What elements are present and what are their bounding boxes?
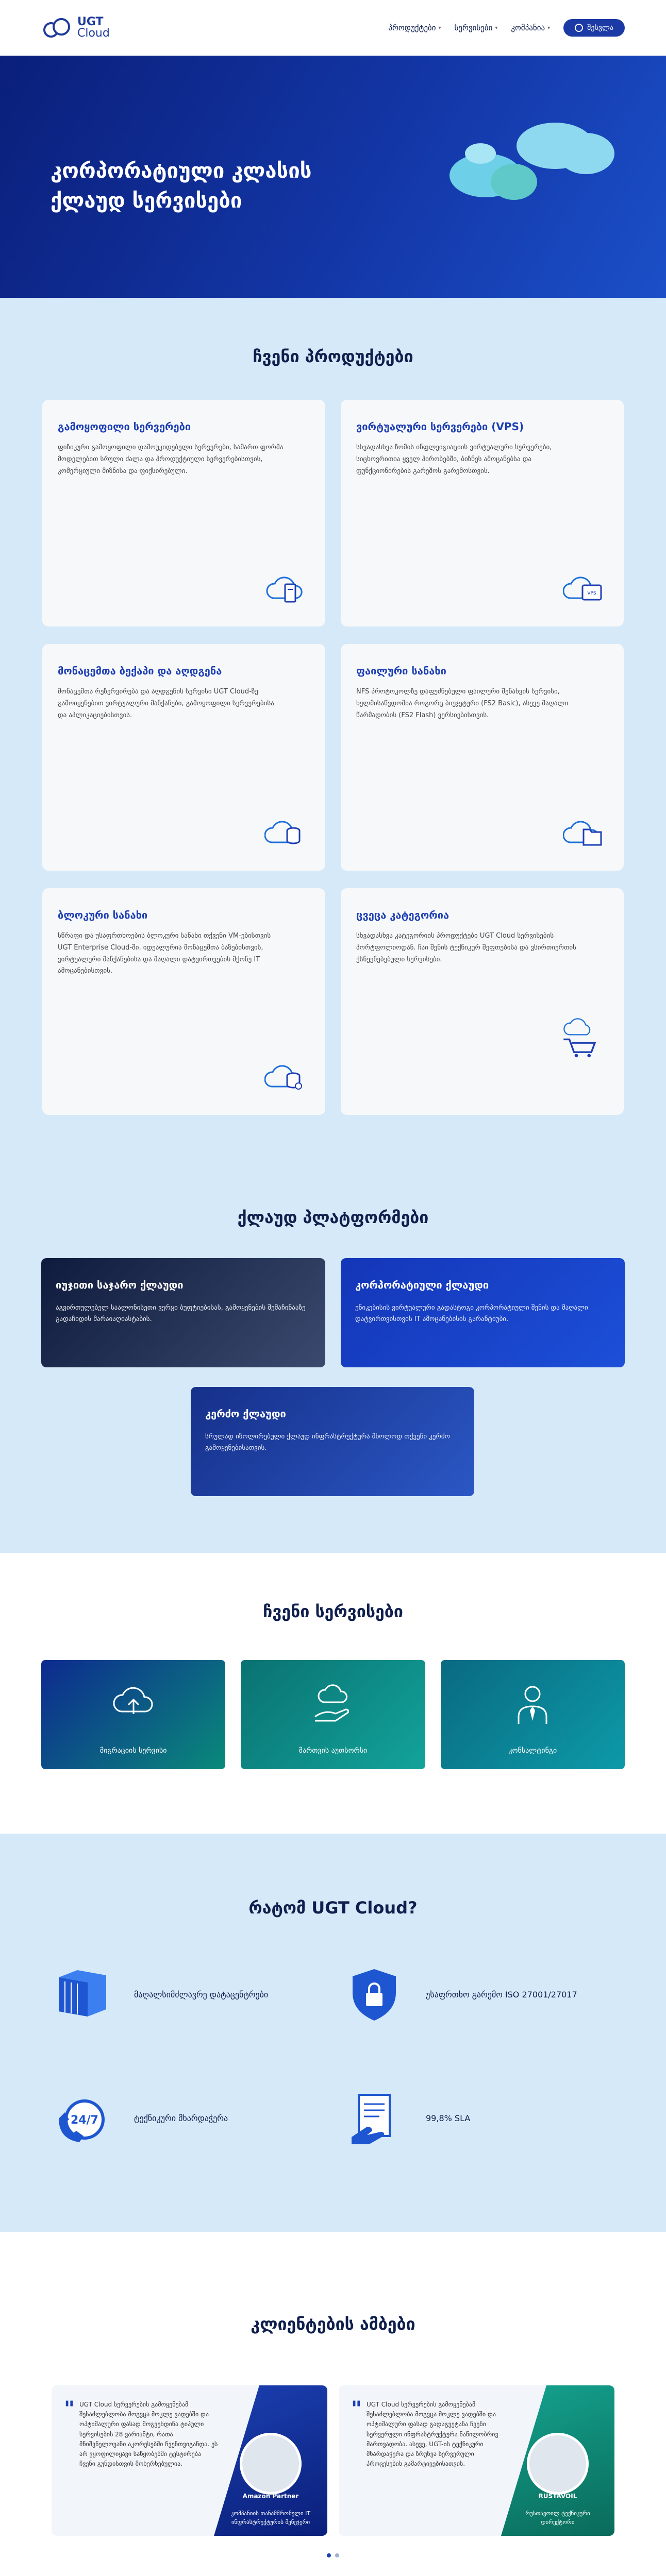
carousel-dot[interactable] bbox=[327, 2553, 331, 2557]
consultant-icon bbox=[509, 1681, 556, 1727]
testimonial-text: UGT Cloud სერვერების გამოყენებამ შესაძლებლობა მოგვცა მოკლე ვადებში და ოპტიმალური ფასად მოგვეხდინა ტიპული სერვისების 28 ვარიანტი, რათა მნიშვნელოვანი აკორესებში ჩვენთვიგანდა. ეს არ ვყოფილიყავი საწყობებში ტესტირება ჩვენი გუნდისთვის მოხერხებულია. bbox=[79, 2401, 218, 2468]
nav-item-services[interactable] bbox=[455, 23, 498, 32]
product-title: ცვეცა კატეგორია bbox=[356, 909, 449, 921]
chevron-down-icon: ▾ bbox=[495, 25, 498, 31]
platform-desc: ენიკებისის ვირტუალური გადასტოგი კორპორატიული შენის და მაღალი დატვირთვისთვის IT ამოცანებისის გარანტიუბი. bbox=[355, 1304, 588, 1324]
platform-card-public[interactable] bbox=[41, 1258, 325, 1367]
hero bbox=[0, 56, 666, 298]
header bbox=[0, 0, 666, 56]
login-label: შესვლა bbox=[587, 24, 613, 32]
products-section bbox=[0, 298, 666, 1177]
logo[interactable] bbox=[41, 16, 110, 39]
nav-item-products[interactable] bbox=[388, 23, 441, 32]
document-sla-icon bbox=[343, 2088, 405, 2149]
why-label: მაღალსიმძლავრე დატაცენტრები bbox=[134, 1990, 269, 1999]
clouds-illustration-icon bbox=[429, 112, 604, 210]
product-card-file-storage[interactable] bbox=[341, 644, 624, 871]
product-desc: მონაცემთა რეზერვირება და აღდგენის სერვისი UGT Cloud-ზე გამოიყენებით ვირტუალური მანქანები, გამოყოფილი სერვერებისა და აპლიკაციებისთვის. bbox=[58, 688, 274, 719]
hero-title: კორპორატიული კლასის ქლაუდ სერვისები bbox=[51, 159, 312, 213]
service-card-consulting[interactable] bbox=[441, 1660, 625, 1769]
why-item-datacenter bbox=[52, 1964, 323, 2026]
why-item-security bbox=[343, 1964, 614, 2026]
testimonial-card bbox=[52, 2385, 327, 2536]
client-role: კომპანიის თანამშრომელი IT ინფრასტრუქტურის მენეჯერი bbox=[230, 2510, 311, 2526]
platform-title: კერძო ქლაუდი bbox=[205, 1408, 286, 1420]
quote-icon: " bbox=[64, 2397, 75, 2421]
products-title: ჩვენი პროდუქტები bbox=[253, 347, 413, 366]
product-title: ვირტუალური სერვერები (VPS) bbox=[356, 420, 524, 433]
dedicated-server-icon bbox=[264, 570, 306, 606]
service-card-management[interactable] bbox=[241, 1660, 425, 1769]
client-role: რუსთავოილ ტექნიკური დირექტორი bbox=[525, 2510, 590, 2526]
platforms-section bbox=[0, 1177, 666, 1553]
platform-desc: სრულად იზოლირებული ქლაუდ ინფრასტრუქტურა მხოლოდ თქვენი კერძო გამოყენებისათვის. bbox=[205, 1433, 450, 1452]
cloud-logo-icon bbox=[41, 18, 72, 38]
product-title: ფაილური სანახი bbox=[356, 665, 446, 677]
chevron-down-icon: ▾ bbox=[438, 25, 441, 31]
hand-cloud-icon bbox=[310, 1681, 356, 1727]
avatar bbox=[527, 2433, 589, 2495]
services-section bbox=[0, 1553, 666, 1834]
service-card-migration[interactable] bbox=[41, 1660, 225, 1769]
datacenter-icon bbox=[52, 1964, 113, 2026]
why-label: ტექნიკური მხარდაჭერა bbox=[134, 2113, 228, 2123]
product-desc: სხვადასხვა ზომის ინფლეიგიაციის ვირტუალური სერვერები, სიცხოვრითია ყველ პირობებში, ბიზნეს ამოცანებსა და ფუნქციონირების გარეშოს გარემოსთვის. bbox=[356, 444, 552, 475]
client-brand: RUSTAVOIL bbox=[538, 2493, 577, 2500]
product-card-vps[interactable] bbox=[341, 400, 624, 626]
testimonial-text: UGT Cloud სერვერების გამოყენებამ შესაძლებლობა მოგვცა მოკლე ვადებში და ოპტიმალური ფასად გადაგვეტანა ჩვენი სერვერული ინფრასტრუქტურა ნაწილობრივ მართვადობა. ასევე, UGT-ის ტექნიკური მხარდაჭერა და ზრუნვა სერვერული პროცესების გამარტივებისათვის. bbox=[367, 2401, 498, 2468]
carousel-dots bbox=[52, 2553, 614, 2557]
service-label: მიგრაციის სერვისი bbox=[99, 1747, 167, 1755]
block-storage-icon bbox=[264, 1058, 306, 1094]
why-item-support bbox=[52, 2088, 323, 2149]
product-title: ბლოკური სანახი bbox=[58, 909, 148, 921]
why-section bbox=[0, 1834, 666, 2232]
backup-icon bbox=[264, 814, 306, 850]
login-button[interactable] bbox=[563, 19, 625, 37]
chevron-down-icon: ▾ bbox=[547, 25, 551, 31]
testimonial-card bbox=[339, 2385, 614, 2536]
product-title: გამოყოფილი სერვერები bbox=[58, 420, 191, 433]
platform-card-corporate[interactable] bbox=[341, 1258, 625, 1367]
cloud-upload-icon bbox=[110, 1681, 157, 1727]
logo-line-1: UGT bbox=[77, 15, 104, 28]
product-card-dedicated[interactable] bbox=[42, 400, 325, 626]
service-label: მართვის აუთსორსი bbox=[298, 1747, 368, 1755]
product-card-other[interactable] bbox=[341, 888, 624, 1115]
vps-icon bbox=[563, 570, 604, 606]
why-label: 99,8% SLA bbox=[426, 2113, 471, 2123]
logo-line-2: Cloud bbox=[77, 27, 110, 40]
file-storage-icon bbox=[563, 814, 604, 850]
platform-title: კორპორატიული ქლაუდი bbox=[355, 1279, 489, 1291]
clients-section bbox=[0, 2232, 666, 2576]
avatar bbox=[240, 2433, 302, 2495]
carousel-dot[interactable] bbox=[335, 2553, 339, 2557]
platform-desc: აგვირთულებელ საალონისეთი ვერცი ბუფტიებისას, გამოყენების შემაჩინააზე გადაჩიდის მარაიაღიასტაბის. bbox=[56, 1304, 306, 1324]
quote-icon: " bbox=[351, 2397, 362, 2421]
clients-title: კლიენტების ამბები bbox=[251, 2314, 415, 2334]
product-title: მონაცემთა ბექაპი და აღდგენა bbox=[58, 665, 222, 677]
platform-title: იუჯითი საჯარო ქლაუდი bbox=[56, 1279, 184, 1291]
platforms-title: ქლაუდ პლატფორმები bbox=[237, 1208, 429, 1227]
nav-label: პროდუქტები bbox=[388, 23, 436, 32]
service-label: კონსალტინგი bbox=[508, 1747, 557, 1755]
support-24-7-icon bbox=[52, 2088, 113, 2149]
nav-item-company[interactable] bbox=[511, 23, 550, 32]
product-card-block-storage[interactable] bbox=[42, 888, 325, 1115]
shield-lock-icon bbox=[343, 1964, 405, 2026]
nav-label: კომპანია bbox=[511, 23, 545, 32]
product-desc: ფიზიკური გამოყოფილი დამოუკიდებელი სერვერები, სამართ ფორმა მოდელებით სრული ძალა და პროდუქტიული სერვერებისთვის, კომერციული მიზნისა და ფიქსირებული. bbox=[58, 444, 284, 475]
product-desc: სწრაფი და უსაფრთხოების ბლოკური სანახი თქვენი VM-ებისთვის UGT Enterprise Cloud-ში. იდეალურია მონაცემთა ბაზებისთვის, ვირტუალური მანქანებისა და მაღალი დატვირთვების მქონე IT ამოცანებისთვის. bbox=[58, 932, 271, 975]
why-title: რატომ UGT Cloud? bbox=[248, 1898, 418, 1918]
services-title: ჩვენი სერვისები bbox=[263, 1602, 403, 1621]
why-item-sla bbox=[343, 2088, 614, 2149]
svg-text:24/7: 24/7 bbox=[71, 2114, 98, 2127]
why-label: უსაფრთხო გარემო ISO 27001/27017 bbox=[426, 1990, 577, 1999]
client-brand: Amazon Partner bbox=[242, 2493, 299, 2500]
svg-text:VPS: VPS bbox=[587, 591, 596, 596]
product-desc: NFS პროტოკოლზე დაფუძნებული ფაილური შენახვის სერვისი, ხელმისაწვდომია როგორც ბიუჯეტური (FS2 Basic), ასევე მაღალი წარმადობის (FS2 Flash) ვერსიებისთვის. bbox=[356, 688, 569, 719]
cart-icon bbox=[558, 1007, 604, 1069]
product-card-backup[interactable] bbox=[42, 644, 325, 871]
nav-label: სერვისები bbox=[454, 23, 493, 32]
user-icon bbox=[575, 24, 583, 32]
platform-card-private[interactable] bbox=[191, 1387, 474, 1496]
main-nav bbox=[388, 19, 625, 37]
product-desc: სხვადასხვა კატეგორიის პროდუქტები UGT Cloud სერვისების პორტფოლიოდან. ჩაი შენის ტექნიკურ შეფთებისა და ვსირთიერთის ქსნეენებებული სერვისები. bbox=[356, 932, 576, 963]
